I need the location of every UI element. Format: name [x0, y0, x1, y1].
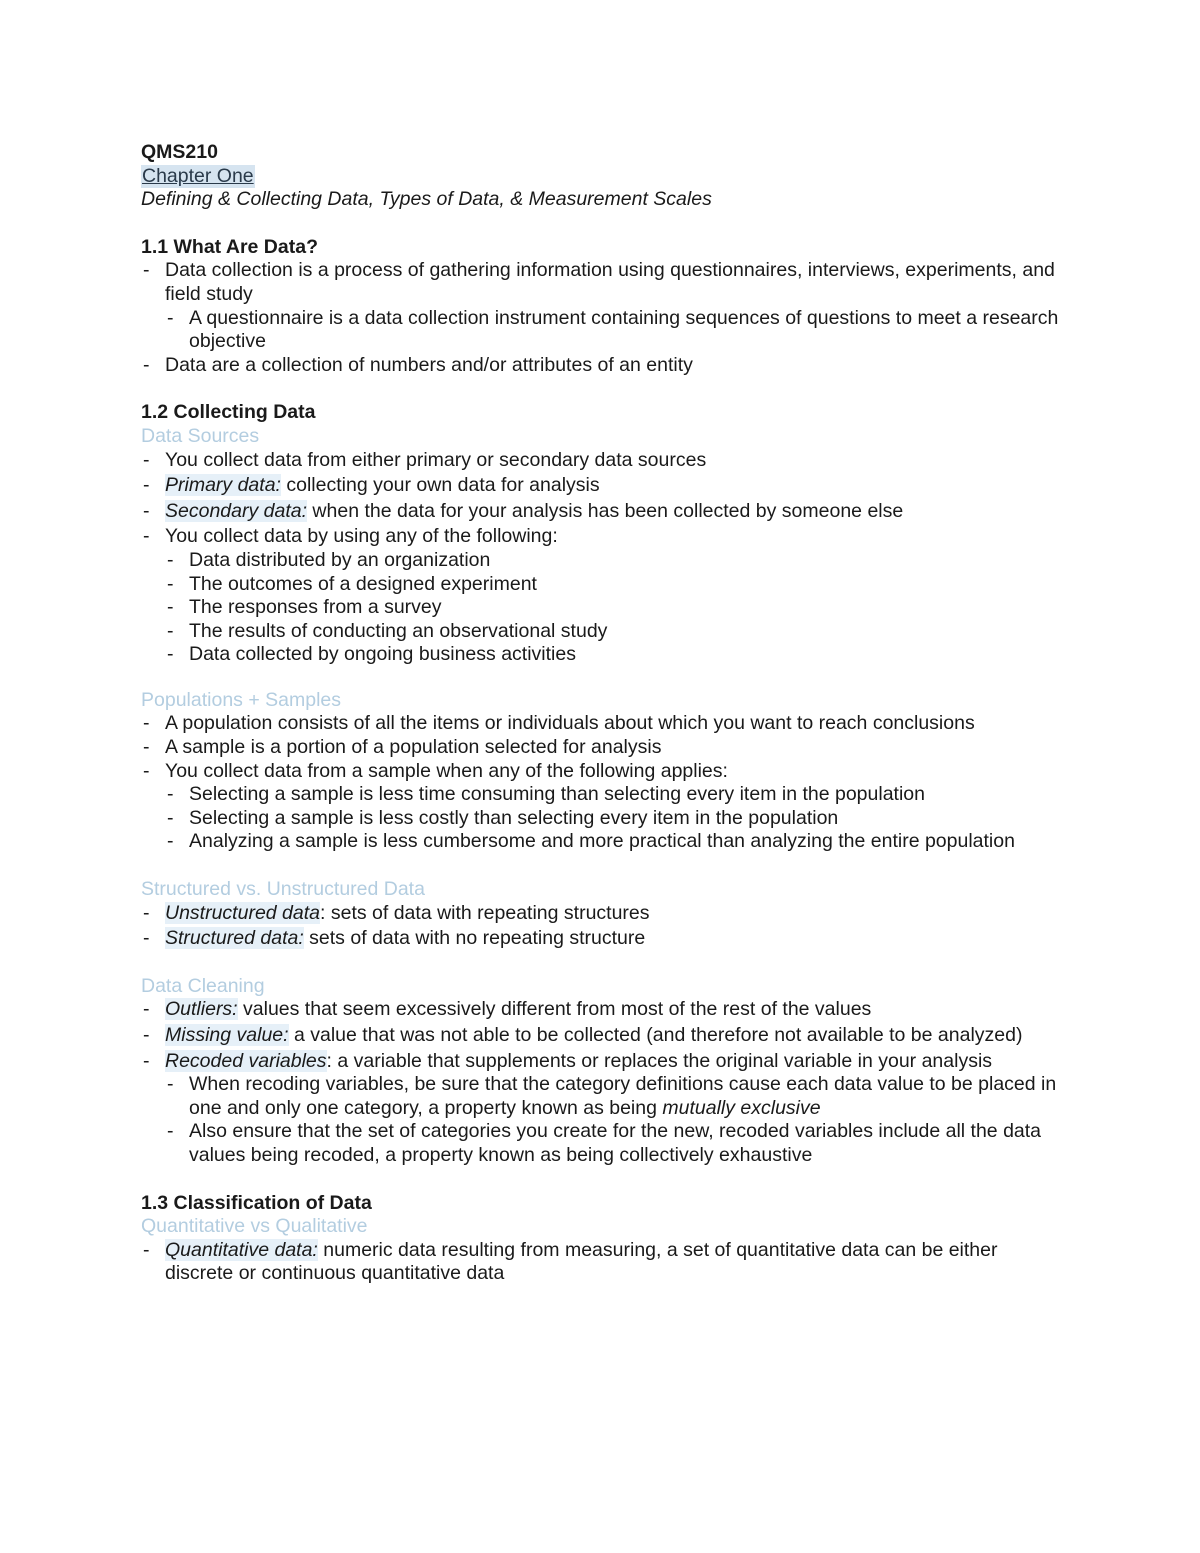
definition-text: sets of data with no repeating structure — [303, 927, 646, 950]
subheading-quantitative-qualitative: Quantitative vs Qualitative — [141, 1215, 368, 1238]
list-item — [141, 500, 1066, 524]
list-item-text: Selecting a sample is less costly than selecting every item in the population — [189, 806, 839, 829]
list-item-text: Also ensure that the set of categories you create for the new, recoded variables include all the data values being recoded, a property known as being collectively exhaustive — [189, 1120, 1042, 1166]
list-item-text: You collect data from either primary or secondary data sources — [165, 448, 707, 471]
subheading-populations-samples: Populations + Samples — [141, 688, 341, 711]
list-item-text: Analyzing a sample is less cumbersome and more practical than analyzing the entire population — [189, 830, 1015, 853]
definition-text: : sets of data with repeating structures — [320, 901, 650, 924]
section-1-1-list — [141, 259, 1066, 377]
list-item — [165, 830, 1066, 854]
list-item — [165, 643, 1066, 667]
list-item — [165, 596, 1066, 620]
list-item — [141, 760, 1066, 854]
list-item-text: The outcomes of a designed experiment — [189, 572, 537, 595]
term-outliers: Outliers: — [165, 998, 238, 1021]
subheading-data-cleaning: Data Cleaning — [141, 974, 265, 997]
list-item — [165, 783, 1066, 807]
list-item-text: You collect data from a sample when any of the following applies: — [165, 759, 728, 782]
list-item — [165, 807, 1066, 831]
structured-list — [141, 902, 1066, 951]
list-item — [141, 712, 1066, 736]
emphasis-mutually-exclusive: mutually exclusive — [662, 1096, 821, 1119]
list-item-text: Selecting a sample is less time consuming than selecting every item in the population — [189, 783, 925, 806]
chapter-link[interactable]: Chapter One — [142, 164, 254, 187]
list-item — [165, 307, 1066, 354]
list-item-text: Data distributed by an organization — [189, 548, 491, 571]
definition-text: numeric data resulting from measuring, a set of quantitative data can be either discrete or continuous quantitative data — [165, 1238, 998, 1285]
list-item-text: Data collection is a process of gathering information using questionnaires, interviews, experiments, and field study — [165, 259, 1055, 305]
list-item — [141, 449, 1066, 473]
list-item-text: Data collected by ongoing business activities — [189, 643, 576, 666]
classification-list — [141, 1239, 1066, 1286]
list-item-text: A population consists of all the items or individuals about which you want to reach conclusions — [165, 712, 975, 735]
subheading-data-sources: Data Sources — [141, 424, 260, 447]
term-unstructured-data: Unstructured data — [165, 901, 321, 924]
definition-text: a value that was not able to be collected (and therefore not available to be analyzed) — [288, 1024, 1023, 1046]
list-item — [141, 474, 1066, 498]
data-sources-list — [141, 449, 1066, 667]
list-item — [165, 573, 1066, 597]
term-recoded-variables: Recoded variables — [165, 1049, 327, 1072]
section-title-1-2: 1.2 Collecting Data — [141, 401, 316, 424]
list-item — [165, 1073, 1066, 1120]
list-item — [141, 1239, 1066, 1286]
list-item-text: The responses from a survey — [189, 596, 442, 619]
section-title-1-1: 1.1 What Are Data? — [141, 235, 318, 258]
list-item-text: You collect data by using any of the following: — [165, 525, 558, 548]
definition-text: : a variable that supplements or replaces the original variable in your analysis — [326, 1049, 993, 1072]
list-item — [165, 620, 1066, 644]
list-item — [141, 354, 1066, 378]
term-structured-data: Structured data: — [165, 927, 304, 950]
list-item — [141, 525, 1066, 667]
subheading-structured-unstructured: Structured vs. Unstructured Data — [141, 878, 425, 901]
list-item — [141, 998, 1066, 1022]
data-cleaning-list — [141, 998, 1066, 1167]
populations-list — [141, 712, 1066, 854]
list-item-text: Data are a collection of numbers and/or attributes of an entity — [165, 353, 693, 376]
notes-content — [141, 141, 1066, 1286]
list-item — [141, 259, 1066, 353]
list-item — [165, 549, 1066, 573]
list-item-text: A sample is a portion of a population selected for analysis — [165, 736, 662, 759]
definition-text: collecting your own data for analysis — [280, 474, 600, 497]
section-title-1-3: 1.3 Classification of Data — [141, 1191, 372, 1214]
list-item — [141, 1050, 1066, 1168]
definition-text: values that seem excessively different from most of the rest of the values — [237, 998, 872, 1021]
list-item — [141, 927, 1066, 951]
chapter-subtitle: Defining & Collecting Data, Types of Data, & Measurement Scales — [141, 188, 712, 211]
list-item — [141, 1024, 1066, 1048]
term-quantitative-data: Quantitative data: — [165, 1238, 318, 1261]
list-item-text: When recoding variables, be sure that the category definitions cause each data value to be placed in one and only one category, a property known as being — [189, 1073, 1057, 1119]
list-item-text: A questionnaire is a data collection instrument containing sequences of questions to meet a research objective — [189, 306, 1059, 353]
list-item — [165, 1120, 1066, 1167]
term-primary-data: Primary data: — [165, 474, 281, 497]
term-missing-value: Missing value: — [165, 1024, 289, 1046]
course-code: QMS210 — [141, 141, 218, 163]
list-item-text: The results of conducting an observational study — [189, 619, 608, 642]
list-item — [141, 902, 1066, 926]
list-item — [141, 736, 1066, 760]
term-secondary-data: Secondary data: — [165, 499, 308, 522]
definition-text: when the data for your analysis has been collected by someone else — [307, 499, 904, 522]
